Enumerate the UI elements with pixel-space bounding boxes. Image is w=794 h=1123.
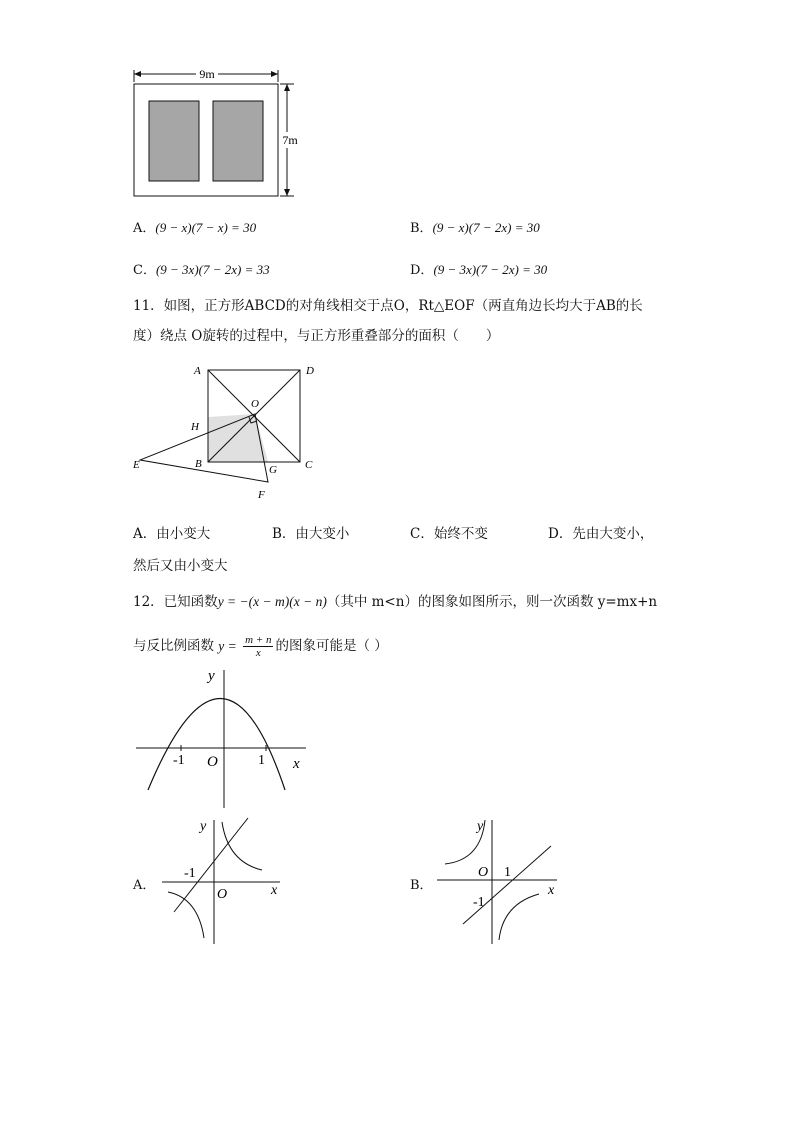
axis-y-label: y — [477, 819, 484, 834]
option-letter: C． — [410, 526, 434, 542]
rectangle-figure — [120, 62, 310, 202]
axis-y-label: y — [208, 668, 215, 684]
option-expr: (9 − x)(7 − x) = 30 — [155, 220, 257, 235]
axis-x-label: x — [271, 883, 278, 898]
q12-option-b-graph[interactable] — [433, 812, 563, 947]
origin-label: O — [217, 887, 228, 902]
label-d: D — [306, 365, 314, 377]
q12-stem-line1 — [133, 592, 657, 612]
option-letter: C． — [133, 263, 156, 278]
origin-label: O — [207, 754, 218, 770]
axis-y-label: y — [200, 819, 207, 834]
q12-option-a-letter[interactable]: A． — [133, 878, 156, 893]
q10-option-b[interactable] — [410, 217, 540, 236]
q10-option-a[interactable] — [133, 217, 256, 236]
label-e: E — [133, 459, 140, 471]
option-letter: D． — [548, 526, 573, 542]
fraction — [243, 634, 273, 659]
square-rotation-figure — [128, 360, 318, 508]
origin-label: O — [478, 865, 489, 880]
q11-option-c[interactable] — [410, 524, 488, 544]
q11-stem-line2: 度）绕点 O旋转的过程中，与正方形重叠部分的面积（ ） — [133, 328, 500, 344]
q11-option-d-continued: 然后又由小变大 — [133, 558, 228, 574]
label-f: F — [258, 489, 265, 501]
label-o: O — [251, 398, 259, 410]
intercept-label: -1 — [184, 866, 196, 881]
option-letter: A． — [133, 526, 157, 542]
label-a: A — [194, 365, 201, 377]
label-g: G — [269, 464, 277, 476]
fraction-numerator: m + n — [245, 634, 272, 646]
option-text: 始终不变 — [433, 526, 488, 542]
axis-x-label: x — [293, 756, 300, 772]
tick-neg1: -1 — [173, 753, 185, 768]
label-b: B — [195, 458, 202, 470]
option-text: 先由大变小， — [572, 526, 654, 542]
fraction-denominator: x — [255, 647, 261, 659]
option-letter: D． — [410, 263, 434, 278]
parabola-graph — [130, 662, 315, 810]
q11-option-b[interactable] — [272, 524, 349, 544]
q12-line2-suffix: 的图象可能是（ ） — [275, 638, 388, 654]
q10-option-d[interactable] — [410, 259, 547, 278]
option-letter: B． — [272, 526, 296, 542]
width-label: 9m — [199, 67, 215, 81]
option-letter: A． — [133, 221, 156, 236]
q12-line2-prefix: 与反比例函数 — [133, 638, 214, 654]
q12-stem-line2 — [133, 634, 388, 659]
option-expr: (9 − x)(7 − 2x) = 30 — [432, 220, 540, 235]
intercept-y-label: -1 — [473, 895, 485, 910]
intercept-x-label: 1 — [504, 865, 511, 880]
q12-line1-suffix: （其中 m<n）的图象如图所示，则一次函数 y=mx+n — [326, 594, 658, 610]
option-text: 由小变大 — [156, 526, 211, 542]
q12-option-b-letter[interactable]: B． — [410, 878, 433, 893]
height-label: 7m — [282, 133, 298, 147]
label-c: C — [305, 459, 313, 471]
q12-option-a-graph[interactable] — [158, 812, 288, 947]
frac-lhs: y = — [218, 638, 237, 654]
q11-stem-line1: 11．如图，正方形ABCD的对角线相交于点O，Rt△EOF（两直角边长均大于AB的长 — [133, 298, 643, 314]
option-expr: (9 − 3x)(7 − 2x) = 33 — [155, 262, 270, 277]
axis-x-label: x — [548, 883, 555, 898]
quadratic-expression: y = −(x − m)(x − n) — [217, 594, 327, 609]
option-expr: (9 − 3x)(7 − 2x) = 30 — [433, 262, 548, 277]
option-text: 由大变小 — [295, 526, 350, 542]
q10-option-c[interactable] — [133, 259, 270, 278]
q12-line1-prefix: 12．已知函数 — [133, 594, 218, 610]
q11-option-d[interactable] — [548, 524, 653, 544]
tick-1: 1 — [258, 753, 265, 768]
option-letter: B． — [410, 221, 433, 236]
label-h: H — [191, 421, 199, 433]
q11-option-a[interactable] — [133, 524, 210, 544]
